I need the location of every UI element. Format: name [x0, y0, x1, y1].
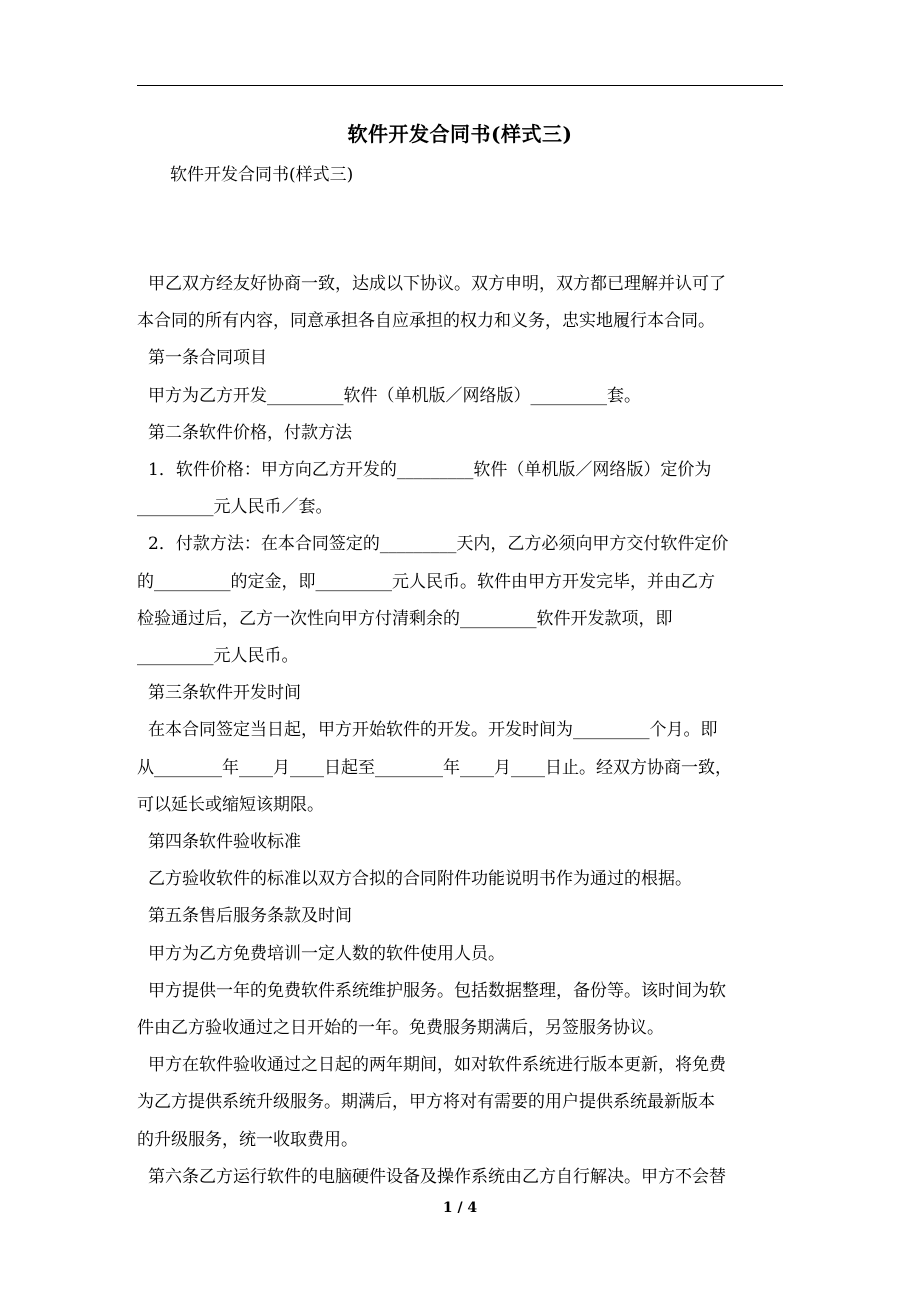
- document-body: [137, 266, 783, 1196]
- paragraph-line: 甲乙双方经友好协商一致，达成以下协议。双方申明，双方都已理解并认可了: [148, 274, 726, 294]
- paragraph-line: 为乙方提供系统升级服务。期满后，甲方将对有需要的用户提供系统最新版本: [137, 1092, 715, 1113]
- paragraph: [137, 675, 783, 712]
- paragraph-line: 本合同的所有内容，同意承担各自应承担的权力和义务，忠实地履行本合同。: [137, 311, 715, 332]
- paragraph: [137, 898, 783, 935]
- paragraph-line: 第四条软件验收标准: [148, 832, 301, 853]
- paragraph-line: 第三条软件开发时间: [148, 683, 301, 704]
- paragraph-line: 1．软件价格：甲方向乙方开发的_________软件（单机版／网络版）定价为: [148, 460, 712, 481]
- document-subtitle: 软件开发合同书(样式三): [170, 165, 354, 185]
- paragraph-line: 可以延长或缩短该期限。: [137, 794, 324, 815]
- paragraph-line: _________元人民币／套。: [137, 497, 333, 518]
- paragraph: [137, 824, 783, 861]
- paragraph-line: 2．付款方法：在本合同签定的_________天内，乙方必须向甲方交付软件定价: [148, 534, 729, 555]
- paragraph-line: 的升级服务，统一收取费用。: [137, 1129, 358, 1150]
- paragraph-line: 甲方在软件验收通过之日起的两年期间，如对软件系统进行版本更新，将免费: [148, 1055, 726, 1076]
- paragraph-line: 乙方验收软件的标准以双方合拟的合同附件功能说明书作为通过的根据。: [148, 869, 692, 890]
- paragraph: [137, 378, 783, 415]
- paragraph-line: 第一条合同项目: [148, 348, 267, 369]
- paragraph-line: 件由乙方验收通过之日开始的一年。免费服务期满后，另签服务协议。: [137, 1018, 664, 1039]
- paragraph: [137, 936, 783, 973]
- paragraph-line: 第二条软件价格，付款方法: [148, 422, 352, 443]
- paragraph: [137, 861, 783, 898]
- paragraph: [137, 452, 783, 526]
- paragraph: [137, 1047, 783, 1159]
- paragraph: [137, 415, 783, 452]
- paragraph-line: 从________年____月____日起至________年____月____日止。经双方协商一致，: [137, 757, 732, 778]
- paragraph-line: 第五条售后服务条款及时间: [148, 906, 352, 927]
- paragraph: [137, 973, 783, 1047]
- paragraph-line: 在本合同签定当日起，甲方开始软件的开发。开发时间为_________个月。即: [148, 720, 718, 741]
- paragraph: [137, 1159, 783, 1196]
- paragraph-line: 第六条乙方运行软件的电脑硬件设备及操作系统由乙方自行解决。甲方不会替: [148, 1166, 726, 1187]
- paragraph: [137, 340, 783, 377]
- paragraph-line: 的_________的定金，即_________元人民币。软件由甲方开发完毕，并由乙方: [137, 571, 715, 592]
- paragraph-line: 甲方提供一年的免费软件系统维护服务。包括数据整理，备份等。该时间为软: [148, 980, 726, 1001]
- paragraph: [137, 526, 783, 675]
- paragraph-line: _________元人民币。: [137, 646, 299, 667]
- paragraph-line: 甲方为乙方开发_________软件（单机版／网络版）_________套。: [148, 385, 641, 406]
- paragraph-line: 甲方为乙方免费培训一定人数的软件使用人员。: [148, 943, 505, 964]
- document-title: 软件开发合同书(样式三): [347, 122, 573, 146]
- paragraph: [137, 266, 783, 340]
- page-number: 1 / 4: [442, 1200, 478, 1216]
- paragraph: [137, 712, 783, 824]
- header-rule: [137, 85, 783, 86]
- paragraph-line: 检验通过后，乙方一次性向甲方付清剩余的_________软件开发款项，即: [137, 608, 673, 629]
